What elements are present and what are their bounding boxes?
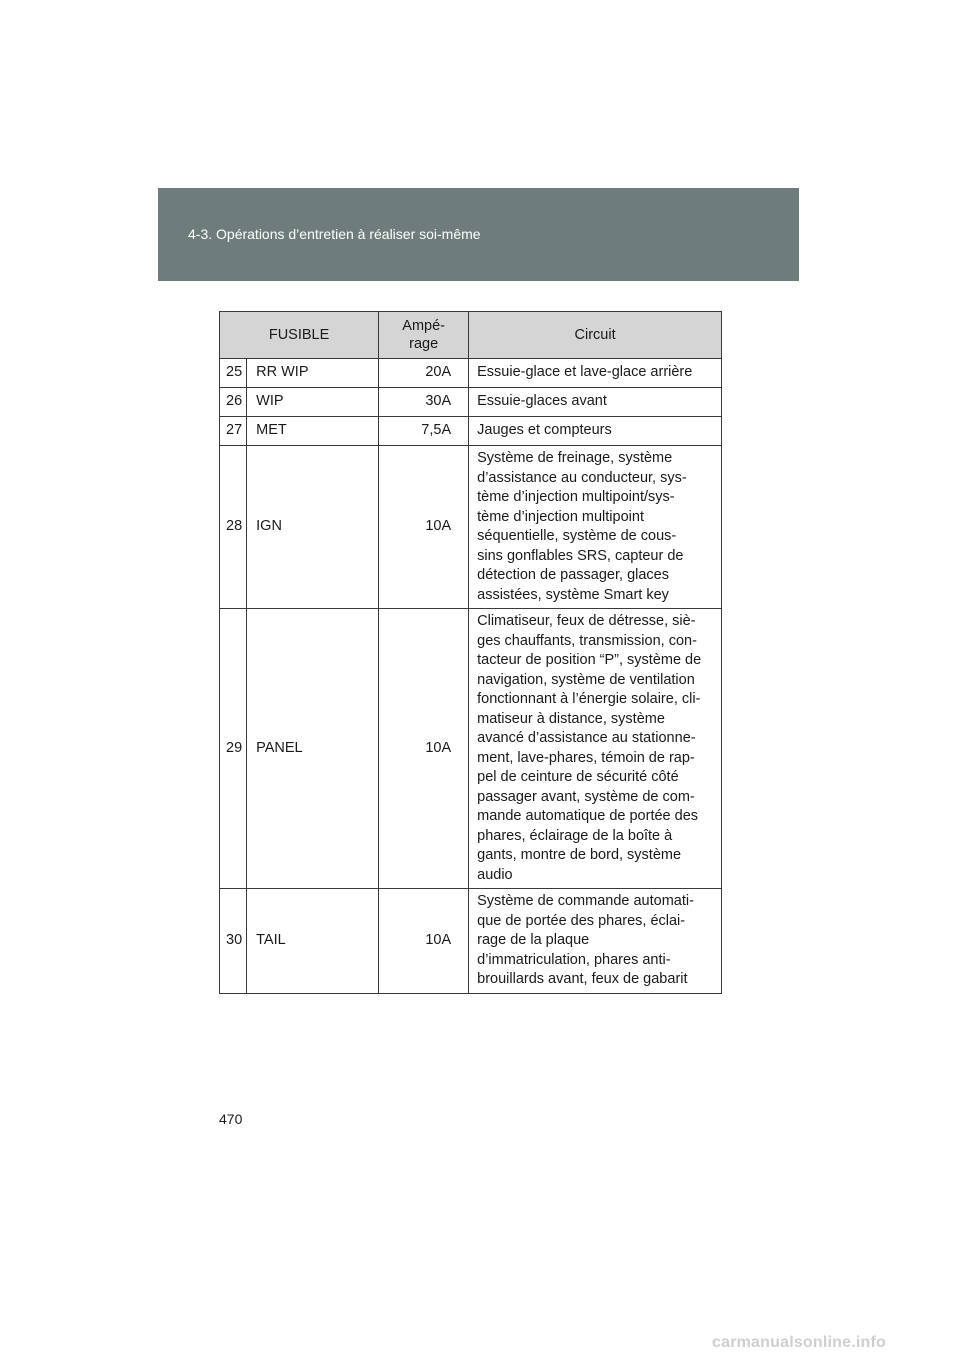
fuse-circuit: Jauges et compteurs xyxy=(469,417,722,446)
fuse-name: MET xyxy=(247,417,379,446)
table-row xyxy=(220,417,722,446)
fuse-number: 25 xyxy=(220,359,247,388)
fuse-amperage: 10A xyxy=(379,889,469,994)
column-header-amperage: Ampé- rage xyxy=(379,312,469,359)
fuse-name: RR WIP xyxy=(247,359,379,388)
table-row xyxy=(220,609,722,889)
fuse-name: IGN xyxy=(247,446,379,609)
fuse-amperage: 10A xyxy=(379,446,469,609)
fuse-number: 28 xyxy=(220,446,247,609)
fuse-number: 26 xyxy=(220,388,247,417)
watermark: carmanualsonline.info xyxy=(712,1334,887,1351)
fuse-number: 29 xyxy=(220,609,247,889)
fuse-amperage: 20A xyxy=(379,359,469,388)
fuse-name: PANEL xyxy=(247,609,379,889)
table-row xyxy=(220,446,722,609)
fuse-name: TAIL xyxy=(247,889,379,994)
table-header-row xyxy=(220,312,722,359)
column-header-fuse: FUSIBLE xyxy=(220,312,379,359)
fuse-amperage: 10A xyxy=(379,609,469,889)
fuse-circuit: Essuie-glace et lave-glace arrière xyxy=(469,359,722,388)
fuse-name: WIP xyxy=(247,388,379,417)
fuse-circuit: Essuie-glaces avant xyxy=(469,388,722,417)
table-row xyxy=(220,388,722,417)
fuse-number: 30 xyxy=(220,889,247,994)
section-title: 4-3. Opérations d’entretien à réaliser soi-même xyxy=(188,226,481,242)
fuse-amperage: 30A xyxy=(379,388,469,417)
section-header xyxy=(158,188,799,281)
table-row xyxy=(220,889,722,994)
fuse-table xyxy=(219,311,722,994)
table-row xyxy=(220,359,722,388)
page-number: 470 xyxy=(219,1111,243,1127)
fuse-circuit: Système de commande automati- que de portée des phares, éclai- rage de la plaque d’immatriculation, phares anti- brouillards avant, feux de gabarit xyxy=(469,889,722,994)
fuse-circuit: Climatiseur, feux de détresse, siè- ges chauffants, transmission, con- tacteur de position “P”, système de navigation, système de ventilation fonctionnant à l’énergie solaire, cli- matiseur à distance, système avancé d’assistance au stationne- ment, lave-phares, témoin de rap- pel de ceinture de sécurité côté passager avant, système de com- mande automatique de portée des phares, éclairage de la boîte à gants, montre de bord, système audio xyxy=(469,609,722,889)
fuse-circuit: Système de freinage, système d’assistance au conducteur, sys- tème d’injection multipoint/sys- tème d’injection multipoint séquentielle, système de cous- sins gonflables SRS, capteur de détection de passager, glaces assistées, système Smart key xyxy=(469,446,722,609)
fuse-number: 27 xyxy=(220,417,247,446)
column-header-circuit: Circuit xyxy=(469,312,722,359)
fuse-amperage: 7,5A xyxy=(379,417,469,446)
